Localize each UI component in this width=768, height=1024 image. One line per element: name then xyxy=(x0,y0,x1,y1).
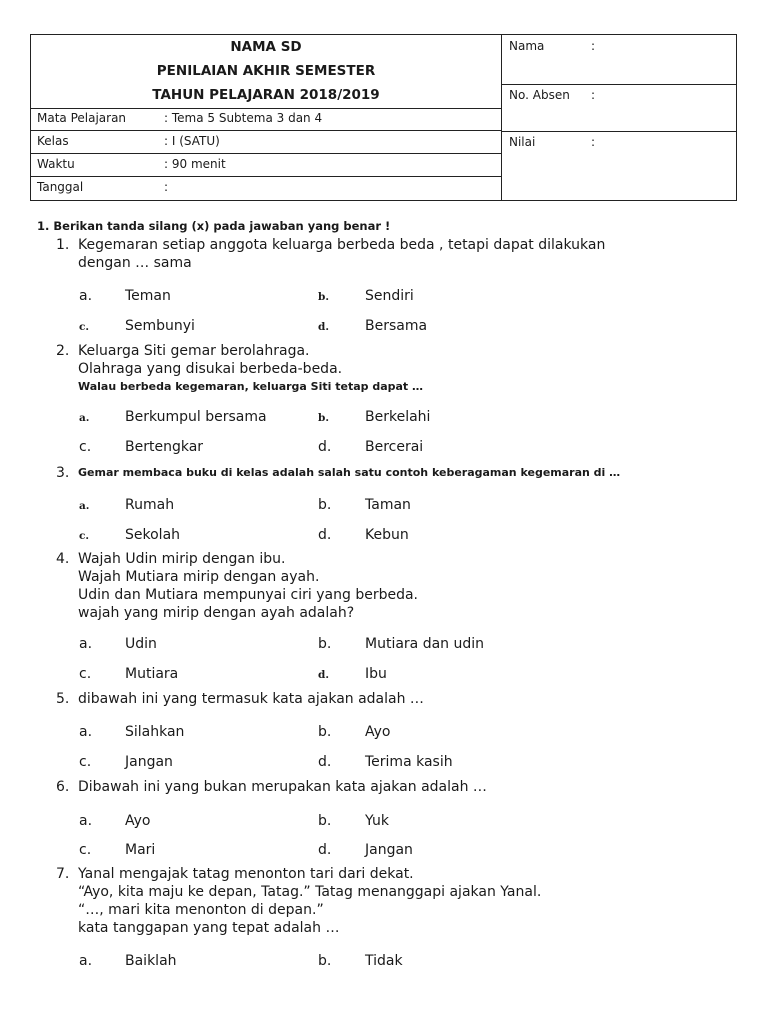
question-line: Olahraga yang disukai berbeda-beda. xyxy=(78,361,343,377)
meta-value: : Tema 5 Subtema 3 dan 4 xyxy=(164,111,323,125)
question-number: 1. xyxy=(56,237,70,253)
question-line: Udin dan Mutiara mempunyai ciri yang berbeda. xyxy=(78,587,418,603)
exam-header-table xyxy=(30,34,737,201)
option-letter: c. xyxy=(79,842,92,858)
question-line: “…, mari kita menonton di depan.” xyxy=(78,902,324,918)
question-number: 6. xyxy=(56,779,70,795)
option-text: Mutiara dan udin xyxy=(365,636,485,652)
question-line: Wajah Udin mirip dengan ibu. xyxy=(78,551,286,567)
question-line: Wajah Mutiara mirip dengan ayah. xyxy=(78,569,320,585)
option-letter: d. xyxy=(318,669,329,681)
meta-value: : 90 menit xyxy=(164,157,226,171)
option-text: Sekolah xyxy=(125,527,181,543)
option-text: Jangan xyxy=(125,754,173,770)
meta-label: Mata Pelajaran xyxy=(37,111,127,125)
question-line: Walau berbeda kegemaran, keluarga Siti tetap dapat … xyxy=(78,380,424,393)
question-line: wajah yang mirip dengan ayah adalah? xyxy=(78,605,355,621)
option-text: Bercerai xyxy=(365,439,424,455)
question-line: Gemar membaca buku di kelas adalah salah satu contoh keberagaman kegemaran di … xyxy=(78,466,621,479)
question-number: 7. xyxy=(56,866,70,882)
option-letter: a. xyxy=(79,813,93,829)
option-letter: d. xyxy=(318,439,332,455)
field-label: Nama xyxy=(509,39,545,53)
exam-name: PENILAIAN AKHIR SEMESTER xyxy=(156,63,376,79)
question-number: 5. xyxy=(56,691,70,707)
question-text xyxy=(78,778,487,796)
field-label: Nilai xyxy=(509,135,536,149)
meta-row-subject xyxy=(31,107,501,131)
option-text: Tidak xyxy=(365,953,403,969)
meta-value: : xyxy=(164,180,169,194)
option-text: Yuk xyxy=(365,813,389,829)
option-letter: a. xyxy=(79,288,93,304)
option-text: Sendiri xyxy=(365,288,414,304)
question-text xyxy=(78,236,605,272)
option-text: Udin xyxy=(125,636,157,652)
option-letter: b. xyxy=(318,412,329,424)
field-colon: : xyxy=(591,39,596,53)
absence-number-field xyxy=(501,84,736,132)
option-text: Taman xyxy=(365,497,411,513)
instruction-text: 1. Berikan tanda silang (x) pada jawaban yang benar ! xyxy=(37,219,391,233)
option-letter: c. xyxy=(79,754,92,770)
option-text: Silahkan xyxy=(125,724,185,740)
option-letter: c. xyxy=(79,321,90,333)
option-letter: b. xyxy=(318,813,332,829)
option-text: Ayo xyxy=(125,813,151,829)
field-label: No. Absen xyxy=(509,88,570,102)
question-text xyxy=(78,550,418,622)
option-text: Berkelahi xyxy=(365,409,431,425)
score-field xyxy=(501,131,736,200)
option-letter: d. xyxy=(318,321,329,333)
option-letter: a. xyxy=(79,953,93,969)
option-letter: c. xyxy=(79,530,90,542)
exam-header-left xyxy=(31,35,502,200)
option-letter: b. xyxy=(318,291,329,303)
option-letter: c. xyxy=(79,666,92,682)
question-number: 3. xyxy=(56,465,70,481)
question-line: Kegemaran setiap anggota keluarga berbeda beda , tetapi dapat dilakukan xyxy=(78,237,606,253)
meta-row-class xyxy=(31,130,501,154)
field-colon: : xyxy=(591,135,596,149)
option-text: Teman xyxy=(125,288,171,304)
question-line: dibawah ini yang termasuk kata ajakan adalah … xyxy=(78,691,424,707)
option-text: Mari xyxy=(125,842,156,858)
question-line: dengan … sama xyxy=(78,255,192,271)
question-line: Yanal mengajak tatag menonton tari dari dekat. xyxy=(78,866,414,882)
name-field xyxy=(501,35,736,85)
exam-title-block xyxy=(31,35,501,109)
question-line: kata tanggapan yang tepat adalah … xyxy=(78,920,340,936)
option-letter: b. xyxy=(318,724,332,740)
option-letter: a. xyxy=(79,724,93,740)
meta-label: Tanggal xyxy=(37,180,84,194)
option-letter: d. xyxy=(318,842,332,858)
option-text: Berkumpul bersama xyxy=(125,409,267,425)
question-number: 4. xyxy=(56,551,70,567)
option-text: Kebun xyxy=(365,527,409,543)
question-number: 2. xyxy=(56,343,70,359)
option-letter: b. xyxy=(318,953,332,969)
option-letter: b. xyxy=(318,497,332,513)
meta-row-date xyxy=(31,176,501,199)
question-text xyxy=(78,690,424,708)
option-letter: b. xyxy=(318,636,332,652)
meta-label: Kelas xyxy=(37,134,69,148)
option-letter: d. xyxy=(318,527,332,543)
option-text: Terima kasih xyxy=(365,754,453,770)
option-text: Rumah xyxy=(125,497,175,513)
option-letter: d. xyxy=(318,754,332,770)
meta-value: : I (SATU) xyxy=(164,134,220,148)
option-text: Bertengkar xyxy=(125,439,204,455)
meta-label: Waktu xyxy=(37,157,75,171)
question-text xyxy=(78,464,620,482)
question-text xyxy=(78,865,541,937)
option-text: Mutiara xyxy=(125,666,179,682)
option-text: Bersama xyxy=(365,318,428,334)
option-text: Ayo xyxy=(365,724,391,740)
option-letter: a. xyxy=(79,636,93,652)
exam-header-right xyxy=(501,35,736,200)
question-text xyxy=(78,342,423,396)
field-colon: : xyxy=(591,88,596,102)
question-line: “Ayo, kita maju ke depan, Tatag.” Tatag menanggapi ajakan Yanal. xyxy=(78,884,542,900)
question-line: Keluarga Siti gemar berolahraga. xyxy=(78,343,310,359)
school-year: TAHUN PELAJARAN 2018/2019 xyxy=(152,87,380,103)
option-letter: c. xyxy=(79,439,92,455)
option-text: Ibu xyxy=(365,666,387,682)
option-text: Jangan xyxy=(365,842,413,858)
option-text: Baiklah xyxy=(125,953,177,969)
school-name: NAMA SD xyxy=(230,39,302,55)
meta-row-time xyxy=(31,153,501,177)
option-letter: a. xyxy=(79,412,90,424)
question-line: Dibawah ini yang bukan merupakan kata ajakan adalah … xyxy=(78,779,487,795)
option-letter: a. xyxy=(79,500,90,512)
option-text: Sembunyi xyxy=(125,318,195,334)
